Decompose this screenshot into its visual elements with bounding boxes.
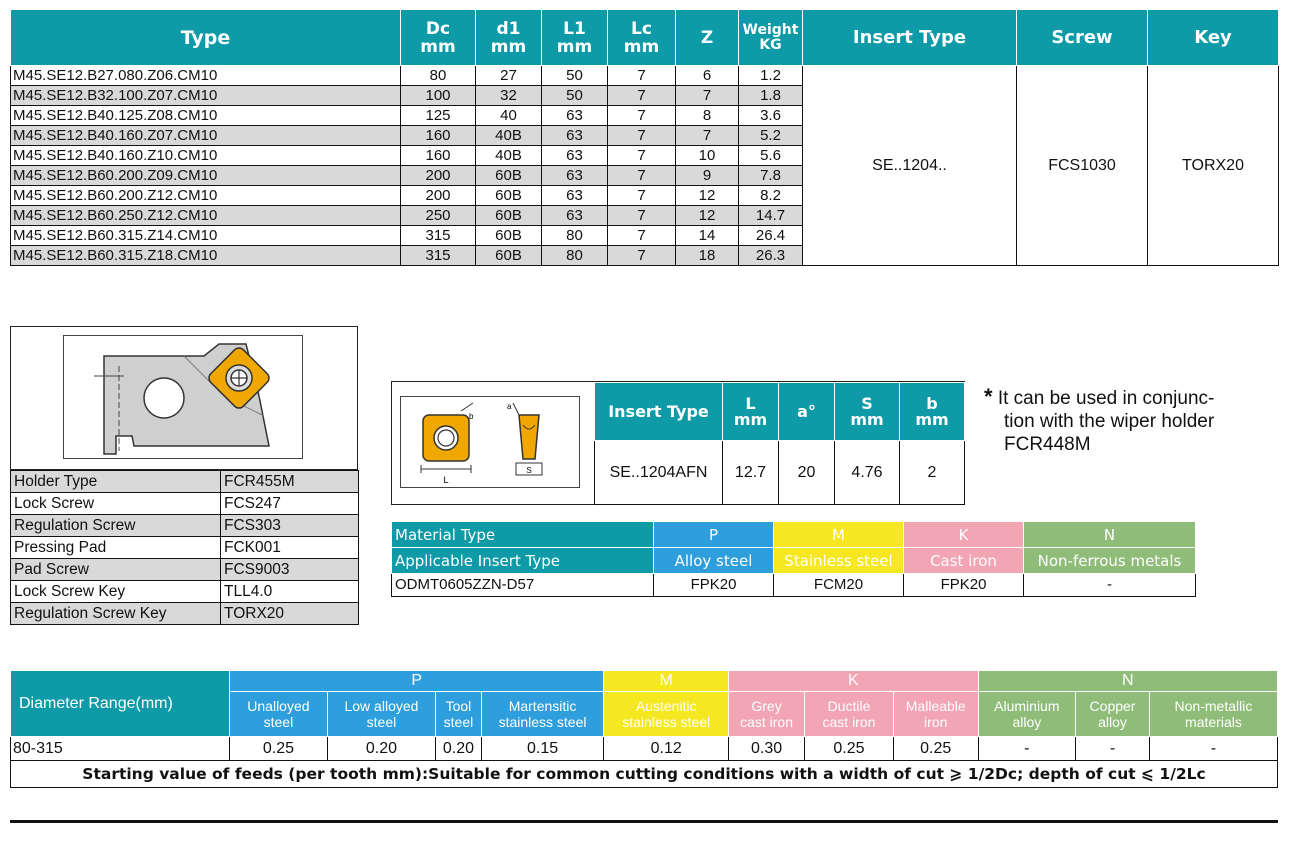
- cutter-dc-cell: 160: [401, 126, 476, 146]
- insert-a-value: 20: [779, 441, 835, 505]
- insert-spec-box: [391, 381, 965, 505]
- holder-part-name: Regulation Screw Key: [11, 603, 221, 625]
- cutter-l1-cell: 50: [542, 66, 608, 86]
- d1-header: d1 mm: [476, 10, 542, 66]
- z-header: Z: [676, 10, 739, 66]
- material-stainless-steel: Stainless steel: [774, 548, 904, 574]
- holder-part-row: [11, 537, 359, 559]
- insert-table-header: [595, 383, 965, 441]
- insert-drawing-svg: [401, 397, 579, 487]
- holder-part-name: Pressing Pad: [11, 537, 221, 559]
- cutter-type-cell: M45.SE12.B60.315.Z18.CM10: [11, 246, 401, 266]
- holder-part-name: Holder Type: [11, 471, 221, 493]
- insert-a-col: a°: [779, 383, 835, 441]
- cutter-z-cell: 8: [676, 106, 739, 126]
- insert-b-value: 2: [900, 441, 965, 505]
- cutter-l1-cell: 63: [542, 146, 608, 166]
- cutter-type-cell: M45.SE12.B60.200.Z09.CM10: [11, 166, 401, 186]
- cutter-l1-cell: 80: [542, 226, 608, 246]
- cutter-lc-cell: 7: [608, 206, 676, 226]
- holder-part-row: [11, 559, 359, 581]
- holder-part-name: Lock Screw: [11, 493, 221, 515]
- lc-header: Lc mm: [608, 10, 676, 66]
- cutter-type-cell: M45.SE12.B40.160.Z10.CM10: [11, 146, 401, 166]
- cutter-z-cell: 18: [676, 246, 739, 266]
- wiper-holder-note: [984, 385, 1284, 456]
- feed-value-cell: -: [978, 737, 1076, 761]
- cutter-z-cell: 7: [676, 86, 739, 106]
- cutter-weight-cell: 5.2: [739, 126, 803, 146]
- feed-material-header: Low alloyed steel: [327, 692, 435, 737]
- cutter-lc-cell: 7: [608, 126, 676, 146]
- material-cast-iron: Cast iron: [904, 548, 1024, 574]
- holder-part-row: [11, 603, 359, 625]
- feed-rate-table: [10, 670, 1278, 788]
- cutter-z-cell: 12: [676, 186, 739, 206]
- cutter-spec-table: [10, 9, 1279, 266]
- grade-m: FCM20: [774, 574, 904, 597]
- insert-grade-row: [392, 574, 1196, 597]
- feed-diameter-value: 80-315: [11, 737, 230, 761]
- screw-header: Screw: [1017, 10, 1148, 66]
- cutter-weight-cell: 14.7: [739, 206, 803, 226]
- grade-n: -: [1024, 574, 1196, 597]
- holder-part-code: FCS247: [221, 493, 359, 515]
- feed-footnote-row: [11, 761, 1278, 788]
- cutter-l1-cell: 63: [542, 166, 608, 186]
- cutter-d1-cell: 60B: [476, 166, 542, 186]
- holder-part-code: FCS9003: [221, 559, 359, 581]
- holder-part-name: Regulation Screw: [11, 515, 221, 537]
- note-line-2: tion with the wiper holder: [1004, 411, 1215, 432]
- feed-material-header: Aluminium alloy: [978, 692, 1076, 737]
- insert-label-l: L: [443, 475, 449, 485]
- material-group-p: P: [654, 522, 774, 548]
- feed-group-p: P: [230, 671, 604, 692]
- cutter-lc-cell: 7: [608, 66, 676, 86]
- grade-p: FPK20: [654, 574, 774, 597]
- merged-insert-type-cell: SE..1204..: [803, 66, 1017, 266]
- insert-table-row: [595, 441, 965, 505]
- holder-part-code: FCR455M: [221, 471, 359, 493]
- applicable-insert-row: [392, 548, 1196, 574]
- insert-label-s: S: [526, 466, 532, 475]
- feed-material-header: Austenitic stainless steel: [604, 692, 729, 737]
- insert-type-header: Insert Type: [803, 10, 1017, 66]
- cutter-lc-cell: 7: [608, 146, 676, 166]
- insert-l-value: 12.7: [723, 441, 779, 505]
- holder-part-name: Pad Screw: [11, 559, 221, 581]
- holder-drawing: [63, 335, 303, 459]
- insert-drawing: [400, 396, 580, 488]
- cutter-dc-cell: 315: [401, 226, 476, 246]
- cutter-l1-cell: 80: [542, 246, 608, 266]
- cutter-lc-cell: 7: [608, 246, 676, 266]
- material-group-k: K: [904, 522, 1024, 548]
- cutter-lc-cell: 7: [608, 86, 676, 106]
- holder-hole-icon: [144, 378, 184, 418]
- feed-material-header: Copper alloy: [1076, 692, 1150, 737]
- cutter-d1-cell: 60B: [476, 246, 542, 266]
- feed-value-cell: 0.12: [604, 737, 729, 761]
- cutter-dc-cell: 315: [401, 246, 476, 266]
- cutter-dc-cell: 160: [401, 146, 476, 166]
- insert-s-col: S mm: [835, 383, 900, 441]
- applicable-insert-label: Applicable Insert Type: [392, 548, 654, 574]
- cutter-table-header: [11, 10, 1279, 66]
- grade-k: FPK20: [904, 574, 1024, 597]
- cutter-type-cell: M45.SE12.B60.250.Z12.CM10: [11, 206, 401, 226]
- cutter-weight-cell: 26.3: [739, 246, 803, 266]
- cutter-d1-cell: 27: [476, 66, 542, 86]
- cutter-z-cell: 9: [676, 166, 739, 186]
- cutter-z-cell: 7: [676, 126, 739, 146]
- cutter-type-cell: M45.SE12.B40.160.Z07.CM10: [11, 126, 401, 146]
- holder-part-name: Lock Screw Key: [11, 581, 221, 603]
- feed-material-header: Unalloyed steel: [230, 692, 328, 737]
- cutter-weight-cell: 26.4: [739, 226, 803, 246]
- material-non-ferrous: Non-ferrous metals: [1024, 548, 1196, 574]
- key-header: Key: [1148, 10, 1279, 66]
- material-type-row: [392, 522, 1196, 548]
- holder-part-row: [11, 493, 359, 515]
- cutter-type-cell: M45.SE12.B27.080.Z06.CM10: [11, 66, 401, 86]
- cutter-type-cell: M45.SE12.B60.200.Z12.CM10: [11, 186, 401, 206]
- note-asterisk: *: [984, 384, 993, 409]
- l1-header: L1 mm: [542, 10, 608, 66]
- insert-b-col: b mm: [900, 383, 965, 441]
- insert-l-col: L mm: [723, 383, 779, 441]
- weight-header: Weight KG: [739, 10, 803, 66]
- holder-part-code: TLL4.0: [221, 581, 359, 603]
- merged-screw-cell: FCS1030: [1017, 66, 1148, 266]
- feed-footnote: Starting value of feeds (per tooth mm):Suitable for common cutting conditions with a width of cut ⩾ 1/2Dc; depth of cut ⩽ 1/2Lc: [11, 761, 1278, 788]
- cutter-l1-cell: 63: [542, 206, 608, 226]
- cutter-type-cell: M45.SE12.B60.315.Z14.CM10: [11, 226, 401, 246]
- holder-part-code: TORX20: [221, 603, 359, 625]
- material-group-n: N: [1024, 522, 1196, 548]
- holder-illustration-box: [10, 326, 358, 470]
- feed-value-row: [11, 737, 1278, 761]
- feed-material-header: Tool steel: [436, 692, 482, 737]
- insert-dimension-table: [594, 382, 965, 505]
- feed-material-header: Non-metallic materials: [1149, 692, 1277, 737]
- feed-value-cell: 0.20: [327, 737, 435, 761]
- cutter-z-cell: 14: [676, 226, 739, 246]
- feed-group-row: [11, 671, 1278, 692]
- cutter-type-cell: M45.SE12.B32.100.Z07.CM10: [11, 86, 401, 106]
- cutter-d1-cell: 40B: [476, 126, 542, 146]
- cutter-d1-cell: 60B: [476, 226, 542, 246]
- cutter-lc-cell: 7: [608, 186, 676, 206]
- feed-value-cell: -: [1076, 737, 1150, 761]
- cutter-l1-cell: 63: [542, 186, 608, 206]
- holder-part-row: [11, 581, 359, 603]
- insert-type-value: SE..1204AFN: [595, 441, 723, 505]
- cutter-lc-cell: 7: [608, 106, 676, 126]
- cutter-type-cell: M45.SE12.B40.125.Z08.CM10: [11, 106, 401, 126]
- dc-header: Dc mm: [401, 10, 476, 66]
- feed-value-cell: 0.25: [893, 737, 978, 761]
- holder-part-code: FCK001: [221, 537, 359, 559]
- cutter-dc-cell: 200: [401, 186, 476, 206]
- cutter-dc-cell: 125: [401, 106, 476, 126]
- cutter-row: [11, 66, 1279, 86]
- material-alloy-steel: Alloy steel: [654, 548, 774, 574]
- insert-label-a: a: [507, 402, 512, 411]
- insert-type-col: Insert Type: [595, 383, 723, 441]
- cutter-l1-cell: 63: [542, 126, 608, 146]
- cutter-z-cell: 6: [676, 66, 739, 86]
- feed-group-n: N: [978, 671, 1277, 692]
- insert-s-value: 4.76: [835, 441, 900, 505]
- holder-part-row: [11, 471, 359, 493]
- feed-value-cell: -: [1149, 737, 1277, 761]
- cutter-d1-cell: 60B: [476, 186, 542, 206]
- cutter-dc-cell: 100: [401, 86, 476, 106]
- cutter-weight-cell: 1.8: [739, 86, 803, 106]
- cutter-d1-cell: 40: [476, 106, 542, 126]
- cutter-weight-cell: 5.6: [739, 146, 803, 166]
- cutter-d1-cell: 60B: [476, 206, 542, 226]
- cutter-lc-cell: 7: [608, 166, 676, 186]
- cutter-z-cell: 12: [676, 206, 739, 226]
- diameter-range-header: Diameter Range(mm): [11, 671, 230, 737]
- cutter-d1-cell: 32: [476, 86, 542, 106]
- cutter-weight-cell: 7.8: [739, 166, 803, 186]
- cutter-l1-cell: 63: [542, 106, 608, 126]
- feed-material-header: Martensitic stainless steel: [481, 692, 604, 737]
- insert-grade-code: ODMT0605ZZN-D57: [392, 574, 654, 597]
- feed-material-header: Malleable iron: [893, 692, 978, 737]
- feed-value-cell: 0.30: [729, 737, 805, 761]
- cutter-d1-cell: 40B: [476, 146, 542, 166]
- holder-drawing-svg: [64, 336, 302, 458]
- feed-value-cell: 0.20: [436, 737, 482, 761]
- holder-part-row: [11, 515, 359, 537]
- cutter-z-cell: 10: [676, 146, 739, 166]
- note-line-1: It can be used in conjunc-: [997, 388, 1215, 409]
- material-group-m: M: [774, 522, 904, 548]
- cutter-dc-cell: 80: [401, 66, 476, 86]
- insert-label-b: b: [469, 412, 474, 421]
- feed-value-cell: 0.15: [481, 737, 604, 761]
- type-header: Type: [11, 10, 401, 66]
- cutter-weight-cell: 8.2: [739, 186, 803, 206]
- holder-parts-table: [10, 470, 359, 625]
- merged-key-cell: TORX20: [1148, 66, 1279, 266]
- feed-group-k: K: [729, 671, 978, 692]
- note-line-3: FCR448M: [1004, 434, 1091, 455]
- cutter-lc-cell: 7: [608, 226, 676, 246]
- bottom-divider: [10, 820, 1278, 823]
- feed-material-header: Ductile cast iron: [805, 692, 894, 737]
- cutter-l1-cell: 50: [542, 86, 608, 106]
- cutter-dc-cell: 250: [401, 206, 476, 226]
- feed-group-m: M: [604, 671, 729, 692]
- holder-part-code: FCS303: [221, 515, 359, 537]
- feed-material-header: Grey cast iron: [729, 692, 805, 737]
- cutter-dc-cell: 200: [401, 166, 476, 186]
- cutter-weight-cell: 3.6: [739, 106, 803, 126]
- feed-value-cell: 0.25: [230, 737, 328, 761]
- material-type-label: Material Type: [392, 522, 654, 548]
- material-insert-table: [391, 521, 1196, 597]
- feed-value-cell: 0.25: [805, 737, 894, 761]
- cutter-weight-cell: 1.2: [739, 66, 803, 86]
